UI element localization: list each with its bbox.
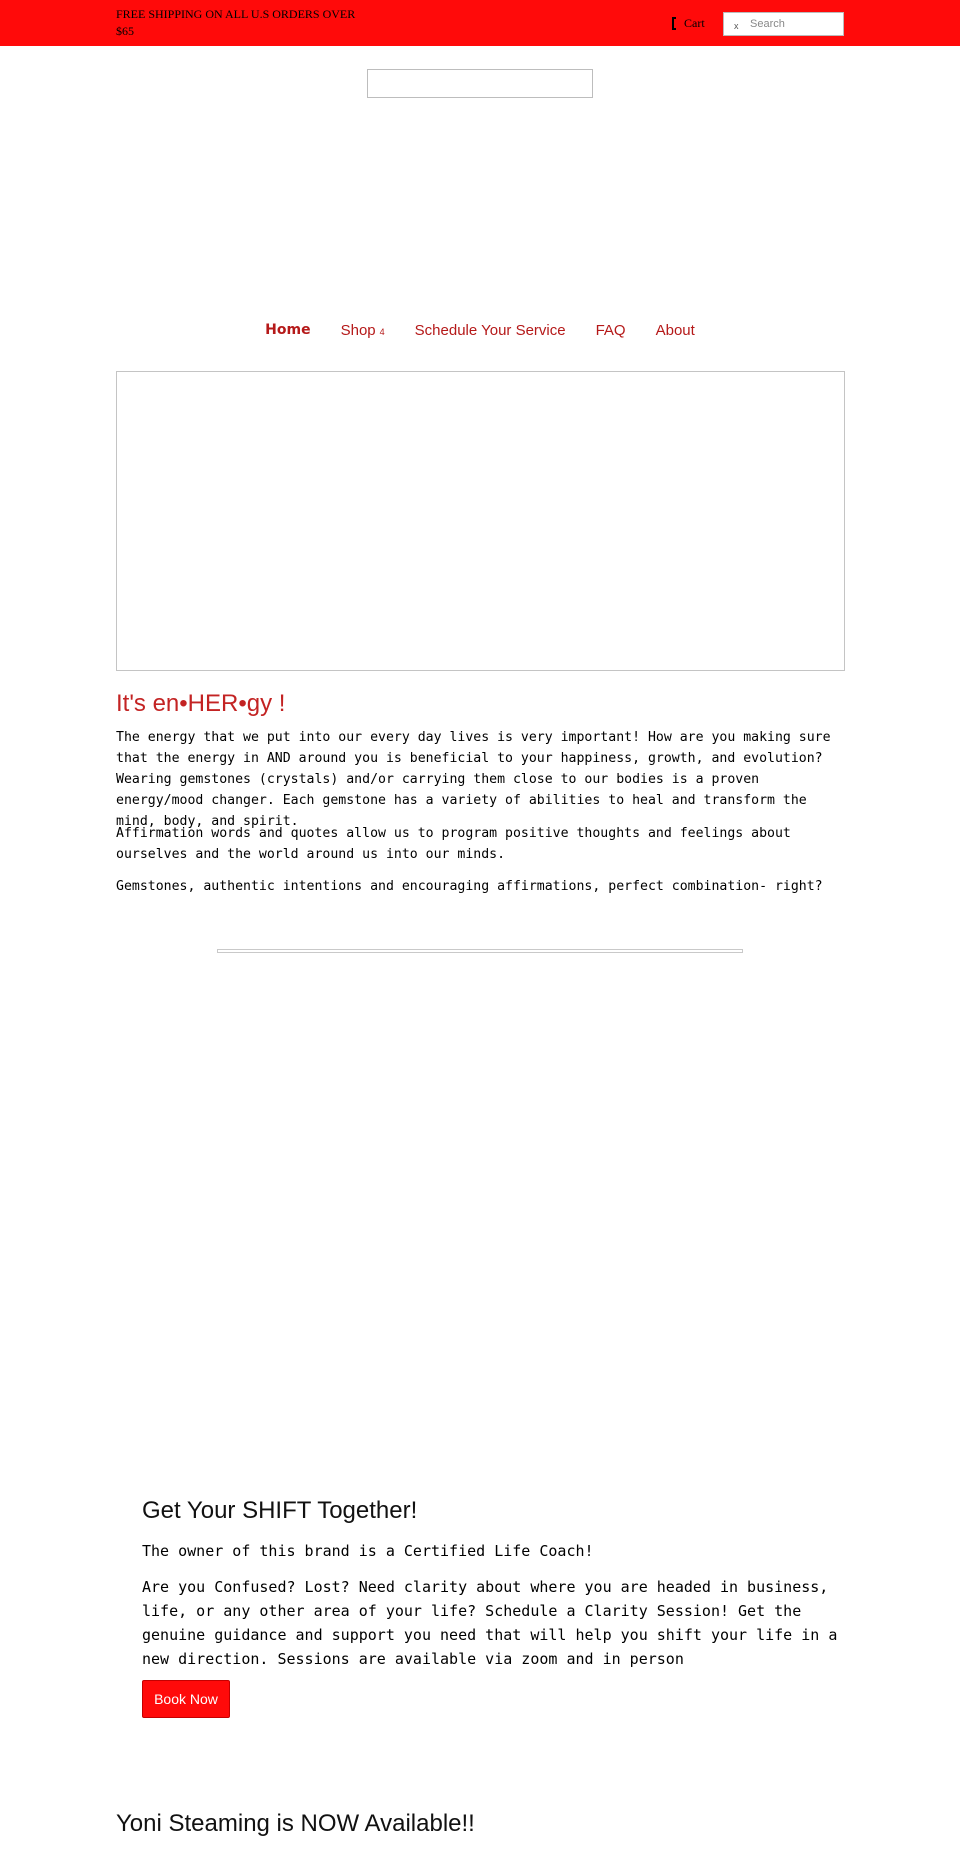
coaching-paragraph: Are you Confused? Lost? Need clarity about where you are headed in business, life, or any other area of your life? Schedule a Clarity Session! Get the genuine guidance and support you need that will help you shift your life in a new direction. Sessions are available via zoom and in person	[142, 1578, 838, 1668]
intro-paragraph: Affirmation words and quotes allow us to program positive thoughts and feelings about ourselves and the world around us into our minds.	[116, 826, 791, 862]
nav-item-label: Home	[265, 322, 311, 338]
nav-item-about[interactable]	[656, 322, 695, 344]
free-shipping-notice: FREE SHIPPING ON ALL U.S ORDERS OVER $65	[116, 7, 356, 38]
coaching-heading: Get Your SHIFT Together!	[142, 1497, 418, 1524]
search-icon[interactable]: x	[734, 21, 739, 31]
nav-item-label: Shop	[340, 322, 376, 339]
intro-paragraph: Gemstones, authentic intentions and encouraging affirmations, perfect combination- right?	[116, 879, 823, 894]
section-divider	[217, 949, 743, 953]
cart-link[interactable]	[672, 15, 705, 31]
coaching-paragraph: The owner of this brand is a Certified Life Coach!	[142, 1542, 594, 1560]
dropdown-indicator-icon: 4	[379, 327, 385, 337]
nav-item-shop[interactable]	[341, 322, 385, 344]
nav-item-label: Schedule Your Service	[414, 322, 566, 339]
main-navigation	[0, 322, 960, 344]
hero-image	[116, 371, 845, 671]
yoni-steaming-heading: Yoni Steaming is NOW Available!!	[116, 1810, 475, 1837]
announcement-bar	[0, 0, 960, 46]
site-logo[interactable]	[367, 69, 593, 98]
search-box[interactable]	[723, 12, 844, 36]
book-now-button[interactable]: Book Now	[142, 1680, 230, 1718]
nav-item-schedule-service[interactable]	[415, 322, 566, 344]
cart-icon	[672, 17, 676, 30]
nav-item-label: FAQ	[595, 322, 626, 339]
nav-item-faq[interactable]	[596, 322, 626, 344]
intro-heading: It's en•HER•gy !	[116, 690, 286, 717]
intro-paragraph: The energy that we put into our every day lives is very important! How are you making sure that the energy in AND around you is beneficial to your happiness, growth, and evolution? Wearing gemstones (crystals) and/or carrying them close to our bodies is a proven energy/mood changer. Each gemstone has a variety of abilities to heal and transform the mind, body, and spirit.	[116, 730, 831, 829]
nav-item-home[interactable]	[265, 322, 310, 344]
nav-item-label: About	[655, 322, 695, 339]
search-input[interactable]	[746, 13, 842, 35]
cart-label: Cart	[684, 15, 705, 30]
